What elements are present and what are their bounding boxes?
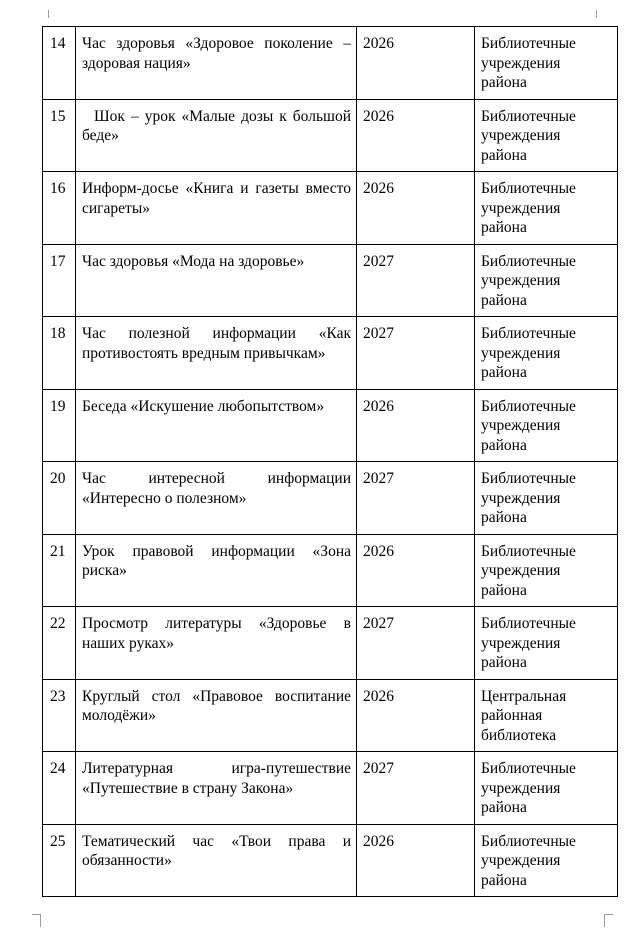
event-year: 2026 [357,679,475,752]
event-year: 2026 [357,389,475,462]
table-row [43,317,618,390]
table-row [43,27,618,100]
row-number: 18 [43,317,76,390]
event-year: 2026 [357,534,475,607]
event-title: Шок – урок «Малые дозы к большой беде» [76,99,357,172]
row-number: 23 [43,679,76,752]
table-row [43,679,618,752]
row-number: 24 [43,752,76,825]
event-responsible: Библиотечные учреждения района [475,462,618,535]
crop-mark-bottom-left [32,914,41,927]
row-number: 25 [43,824,76,897]
event-title: Час здоровья «Здоровое поколение – здоровая нация» [76,27,357,100]
table-row [43,99,618,172]
table-row [43,244,618,317]
table-row [43,534,618,607]
row-number: 15 [43,99,76,172]
table-row [43,172,618,245]
event-title: Урок правовой информации «Зона риска» [76,534,357,607]
row-number: 20 [43,462,76,535]
event-title: Час полезной информации «Как противостоять вредным привычкам» [76,317,357,390]
table-row [43,824,618,897]
event-title: Беседа «Искушение любопытством» [76,389,357,462]
row-number: 19 [43,389,76,462]
table-row [43,389,618,462]
event-responsible: Библиотечные учреждения района [475,27,618,100]
crop-mark-top-right [596,10,605,18]
event-responsible: Библиотечные учреждения района [475,389,618,462]
event-year: 2026 [357,99,475,172]
event-year: 2027 [357,607,475,680]
event-year: 2026 [357,172,475,245]
event-responsible: Библиотечные учреждения района [475,172,618,245]
crop-mark-top-left [40,10,49,18]
event-year: 2027 [357,244,475,317]
event-title: Круглый стол «Правовое воспитание молодёжи» [76,679,357,752]
event-responsible: Библиотечные учреждения района [475,317,618,390]
event-responsible: Библиотечные учреждения района [475,534,618,607]
event-year: 2026 [357,27,475,100]
event-title: Просмотр литературы «Здоровье в наших руках» [76,607,357,680]
event-title: Час здоровья «Мода на здоровье» [76,244,357,317]
event-year: 2027 [357,462,475,535]
row-number: 22 [43,607,76,680]
table-row [43,752,618,825]
event-responsible: Библиотечные учреждения района [475,752,618,825]
event-responsible: Библиотечные учреждения района [475,824,618,897]
table-row [43,462,618,535]
row-number: 21 [43,534,76,607]
event-year: 2027 [357,317,475,390]
event-responsible: Библиотечные учреждения района [475,607,618,680]
row-number: 16 [43,172,76,245]
event-responsible: Центральная районная библиотека [475,679,618,752]
event-year: 2026 [357,824,475,897]
event-title: Тематический час «Твои права и обязанности» [76,824,357,897]
event-year: 2027 [357,752,475,825]
event-responsible: Библиотечные учреждения района [475,244,618,317]
row-number: 14 [43,27,76,100]
crop-mark-bottom-right [604,914,613,927]
event-title: Час интересной информации «Интересно о полезном» [76,462,357,535]
row-number: 17 [43,244,76,317]
event-responsible: Библиотечные учреждения района [475,99,618,172]
event-title: Литературная игра-путешествие «Путешествие в страну Закона» [76,752,357,825]
table-row [43,607,618,680]
events-table [42,26,618,897]
event-title: Информ-досье «Книга и газеты вместо сигареты» [76,172,357,245]
